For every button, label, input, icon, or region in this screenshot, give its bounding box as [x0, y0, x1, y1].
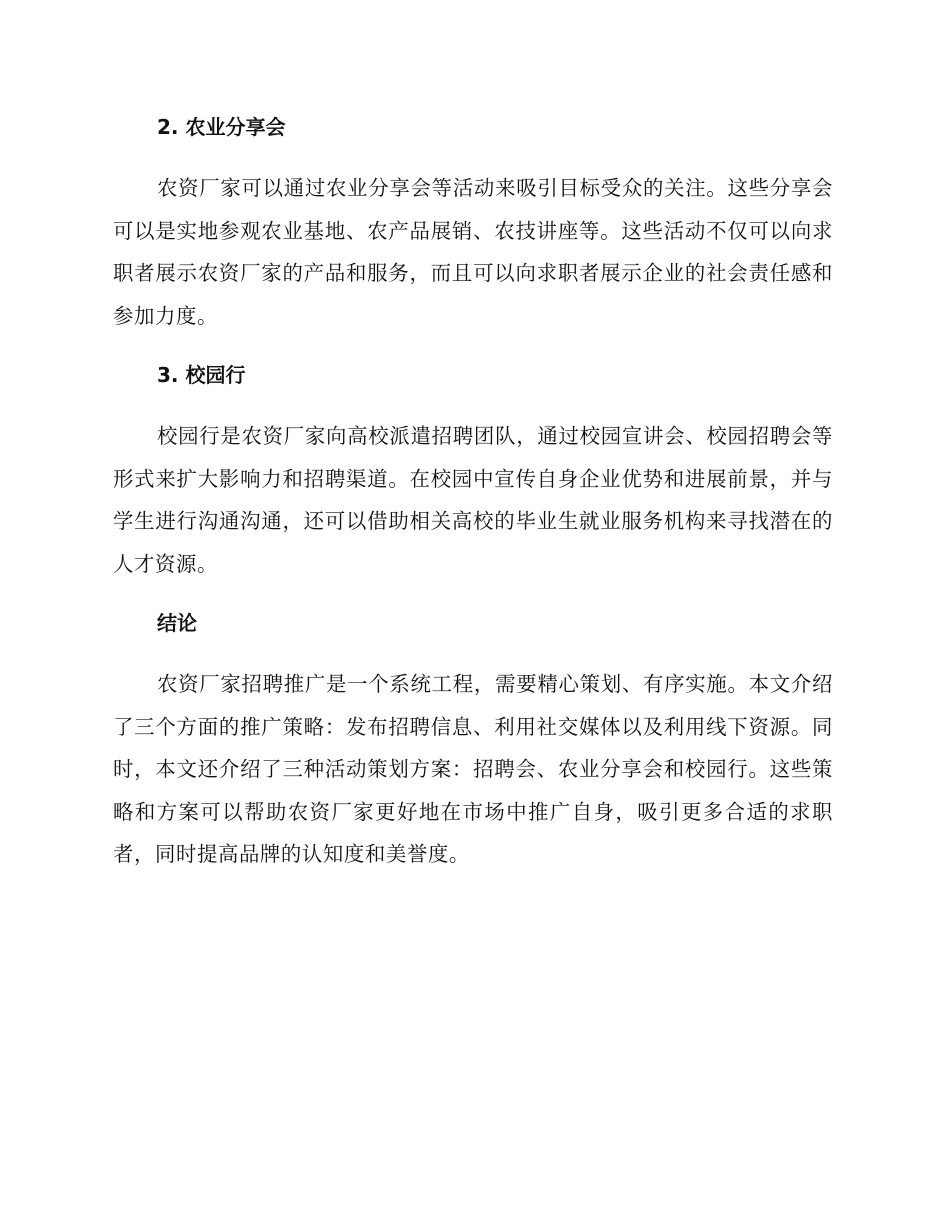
section-paragraph: 农资厂家可以通过农业分享会等活动来吸引目标受众的关注。这些分享会可以是实地参观农业基地、农产品展销、农技讲座等。这些活动不仅可以向求职者展示农资厂家的产品和服务，而且可以向求职者展示企业的社会责任感和参加力度。 [113, 176, 833, 328]
section-heading: 2. 农业分享会 [157, 115, 286, 139]
document-body [113, 108, 833, 895]
section-paragraph: 农资厂家招聘推广是一个系统工程，需要精心策划、有序实施。本文介绍了三个方面的推广策略：发布招聘信息、利用社交媒体以及利用线下资源。同时，本文还介绍了三种活动策划方案：招聘会、农业分享会和校园行。这些策略和方案可以帮助农资厂家更好地在市场中推广自身，吸引更多合适的求职者，同时提高品牌的认知度和美誉度。 [113, 672, 833, 866]
section-campus-tour [113, 356, 833, 585]
section-heading: 3. 校园行 [157, 363, 246, 387]
section-agricultural-sharing [113, 108, 833, 337]
section-conclusion [113, 604, 833, 876]
section-paragraph: 校园行是农资厂家向高校派遣招聘团队，通过校园宣讲会、校园招聘会等形式来扩大影响力和招聘渠道。在校园中宣传自身企业优势和进展前景，并与学生进行沟通沟通，还可以借助相关高校的毕业生就业服务机构来寻找潜在的人才资源。 [113, 424, 833, 576]
section-heading: 结论 [157, 611, 197, 635]
